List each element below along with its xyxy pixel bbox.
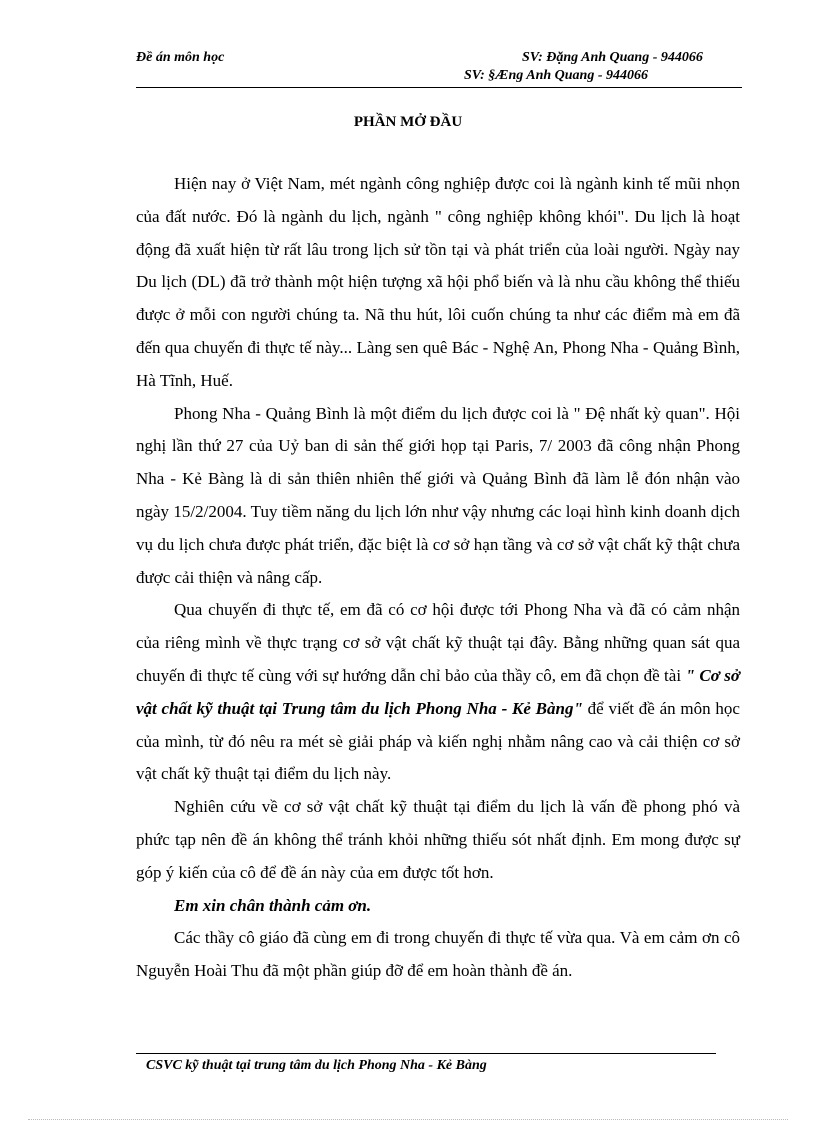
paragraph-research: Nghiên cứu về cơ sở vật chất kỹ thuật tại điểm du lịch là vấn đề phong phó và phức tạp nên đề án không thể tránh khỏi những thiếu sót nhất định. Em mong được sự góp ý kiến của cô để đề án này của em được tốt hơn. (136, 797, 740, 882)
topic-text-before: Qua chuyến đi thực tế, em đã có cơ hội được tới Phong Nha và đã có cảm nhận của riêng mình về thực trạng cơ sở vật chất kỹ thuật tại đây. Bằng những quan sát qua chuyến đi thực tế cùng với sự hướng dẫn chỉ bảo của thầy cô, em đã chọn đề tài (136, 600, 740, 685)
footer-text: CSVC kỹ thuật tại trung tâm du lịch Phong Nha - Kẻ Bàng (146, 1058, 487, 1073)
footer-rule (136, 1053, 716, 1054)
header-rule (136, 87, 742, 88)
topic-text-after: để viết đề án môn học của mình, từ đó nêu ra mét sè giải pháp và kiến nghị nhằm nâng cao và cải thiện cơ sở vật chất kỹ thuật tại điểm du lịch này. (136, 698, 740, 784)
header-student-label: SV: Đặng Anh Quang - 944066 (522, 50, 703, 65)
thanks-line: Em xin chân thành cảm ơn. (174, 895, 372, 915)
header-course-label: Đề án môn học (136, 50, 225, 65)
paragraph-intro: Hiện nay ở Việt Nam, mét ngành công nghiệp được coi là ngành kinh tế mũi nhọn của đất nước. Đó là ngành du lịch, ngành " công nghiệp không khói". Du lịch là hoạt động đã xuất hiện từ rất lâu trong lịch sử tồn tại và phát triển của loài người. Ngày nay Du lịch (DL) đã trở thành một hiện tượng xã hội phổ biến và là nhu cầu không thể thiếu được ở mỗi con người chúng ta. Nã thu hút, lôi cuốn chúng ta như các điểm mà em đã đến qua chuyến đi thực tế này... Làng sen quê Bác - Nghệ An, Phong Nha - Quảng Bình, Hà Tĩnh, Huế. (136, 174, 740, 390)
topic-title: " Cơ sở vật chất kỹ thuật tại Trung tâm du lịch Phong Nha - Kẻ Bàng" (136, 665, 740, 718)
document-body (136, 168, 740, 988)
paragraph-phong-nha: Phong Nha - Quảng Bình là một điểm du lịch được coi là " Đệ nhất kỳ quan". Hội nghị lần thứ 27 của Uỷ ban di sản thế giới họp tại Paris, 7/ 2003 đã công nhận Phong Nha - Kẻ Bàng là di sản thiên nhiên thế giới và Quảng Bình đã làm lễ đón nhận vào ngày 15/2/2004. Tuy tiềm năng du lịch lớn như vậy nhưng các loại hình kinh doanh dịch vụ du lịch chưa được phát triển, đặc biệt là cơ sở hạn tầng và cơ sở vật chất kỹ thật chưa được cải thiện và nâng cấp. (136, 403, 740, 587)
header-student-label-garbled: SV: §Æng Anh Quang - 944066 (464, 68, 648, 83)
paragraph-topic (136, 594, 740, 791)
page-title: PHẦN MỞ ĐẦU (353, 114, 463, 130)
paragraph-acknowledgement: Các thầy cô giáo đã cùng em đi trong chuyến đi thực tế vừa qua. Và em cảm ơn cô Nguyễn Hoài Thu đã một phần giúp đỡ để em hoàn thành đề án. (136, 928, 740, 981)
page-edge-dots (28, 1119, 788, 1120)
